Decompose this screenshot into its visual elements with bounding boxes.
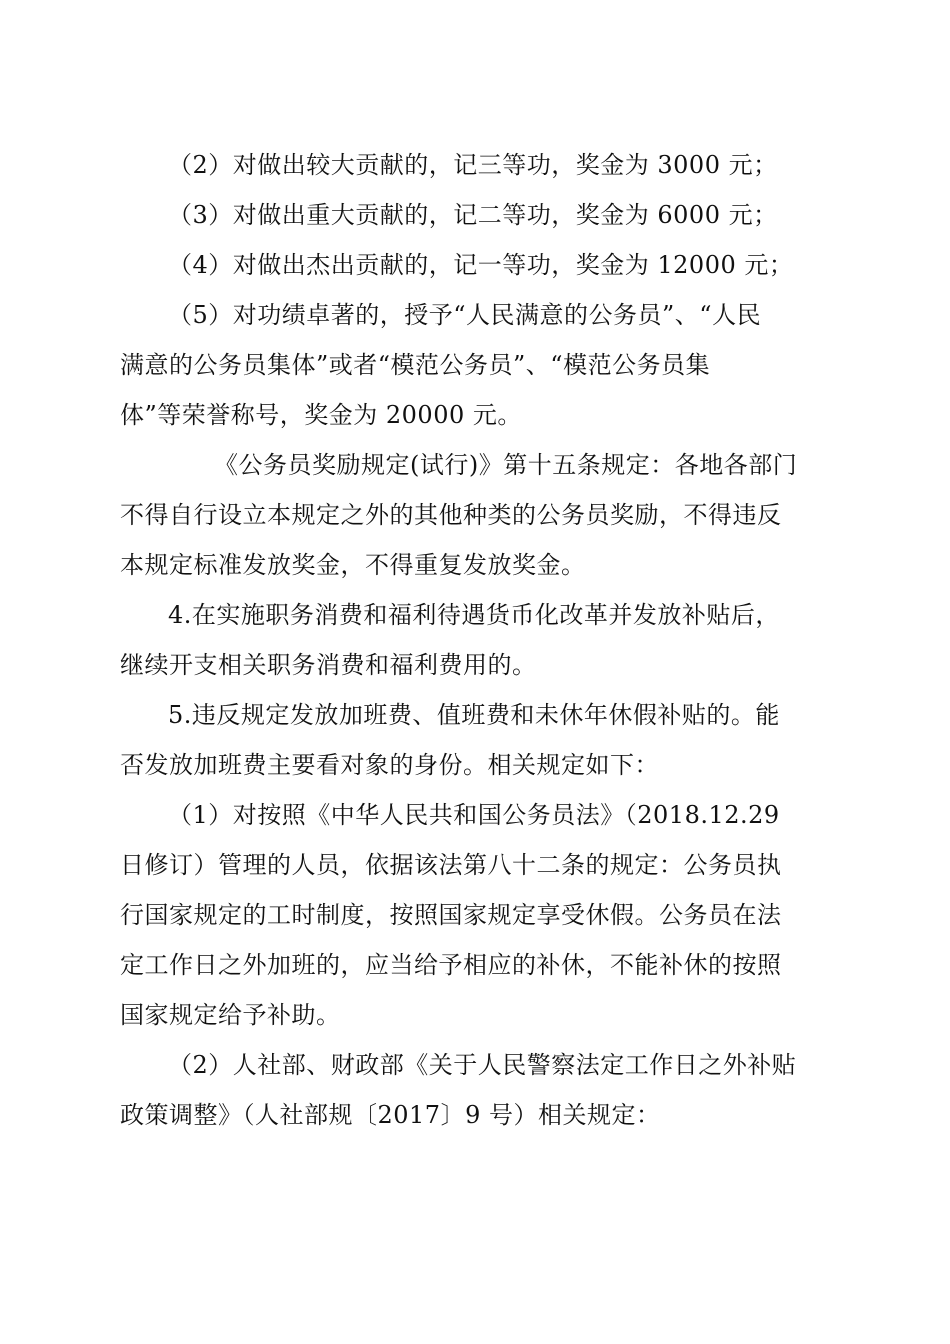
text-line-subitem-1-cont3: 定工作日之外加班的，应当给予相应的补休，不能补休的按照 xyxy=(120,951,782,979)
text-line-item-4-cont: 继续开支相关职务消费和福利费用的。 xyxy=(120,651,537,679)
text-line-item-4: 4.在实施职务消费和福利待遇货币化改革并发放补贴后， xyxy=(168,601,780,629)
text-line-subitem-1: （1）对按照《中华人民共和国公务员法》（2018.12.29 xyxy=(168,801,780,829)
text-line-subitem-1-cont4: 国家规定给予补助。 xyxy=(120,1001,341,1029)
text-line-item-5: 5.违反规定发放加班费、值班费和未休年休假补贴的。能 xyxy=(168,701,780,729)
text-line-article-15-cont1: 不得自行设立本规定之外的其他种类的公务员奖励，不得违反 xyxy=(120,501,782,529)
text-line-subitem-1-cont2: 行国家规定的工时制度，按照国家规定享受休假。公务员在法 xyxy=(120,901,782,929)
text-line-subitem-1-cont1: 日修订）管理的人员，依据该法第八十二条的规定：公务员执 xyxy=(120,851,782,879)
text-line-reward-level-5-cont2: 体”等荣誉称号，奖金为 20000 元。 xyxy=(120,401,522,429)
text-line-reward-level-2: （2）对做出较大贡献的，记三等功，奖金为 3000 元； xyxy=(168,151,778,179)
text-line-item-5-cont: 否发放加班费主要看对象的身份。相关规定如下： xyxy=(120,751,659,779)
text-line-subitem-2: （2）人社部、财政部《关于人民警察法定工作日之外补贴 xyxy=(168,1051,797,1079)
text-line-reward-level-5-cont1: 满意的公务员集体”或者“模范公务员”、“模范公务员集 xyxy=(120,351,711,379)
text-line-subitem-2-cont: 政策调整》（人社部规〔2017〕9 号）相关规定： xyxy=(120,1101,661,1129)
text-line-article-15-cont2: 本规定标准发放奖金，不得重复发放奖金。 xyxy=(120,551,586,579)
text-line-reward-level-5: （5）对功绩卓著的，授予“人民满意的公务员”、“人民 xyxy=(168,301,762,329)
text-line-reward-level-4: （4）对做出杰出贡献的，记一等功，奖金为 12000 元； xyxy=(168,251,794,279)
text-line-article-15: 《公务员奖励规定(试行)》第十五条规定：各地各部门 xyxy=(214,451,798,479)
text-line-reward-level-3: （3）对做出重大贡献的，记二等功，奖金为 6000 元； xyxy=(168,201,778,229)
